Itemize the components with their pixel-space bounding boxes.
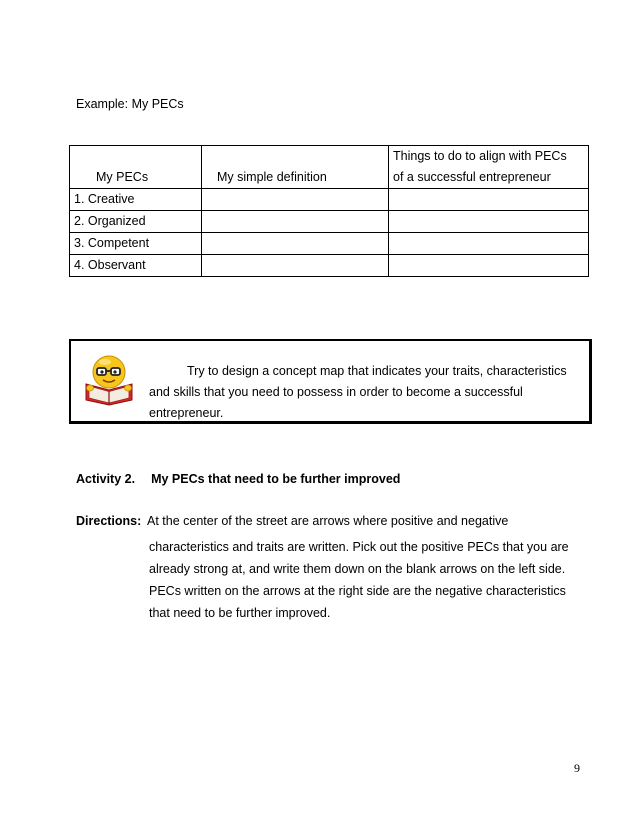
definition-cell[interactable] bbox=[202, 211, 389, 233]
definition-cell[interactable] bbox=[202, 255, 389, 277]
pecs-table bbox=[69, 145, 589, 277]
todo-cell[interactable] bbox=[389, 211, 589, 233]
todo-cell[interactable] bbox=[389, 189, 589, 211]
pec-cell: 4. Observant bbox=[70, 255, 202, 277]
table-header-row bbox=[70, 146, 589, 189]
activity-number: Activity 2. bbox=[76, 472, 136, 486]
page-number: 9 bbox=[574, 761, 580, 775]
header-things-to-do bbox=[389, 146, 589, 189]
pec-cell: 2. Organized bbox=[70, 211, 202, 233]
directions-first-line: At the center of the street are arrows where positive and negative bbox=[147, 514, 509, 528]
header-definition: My simple definition bbox=[202, 146, 389, 189]
table-row bbox=[70, 233, 589, 255]
example-label: Example: My PECs bbox=[76, 97, 184, 111]
definition-cell[interactable] bbox=[202, 233, 389, 255]
table-row bbox=[70, 211, 589, 233]
activity-title: My PECs that need to be further improved bbox=[151, 472, 401, 486]
pec-cell: 3. Competent bbox=[70, 233, 202, 255]
activity-heading bbox=[76, 472, 400, 486]
table-row bbox=[70, 255, 589, 277]
definition-cell[interactable] bbox=[202, 189, 389, 211]
reading-smiley-icon bbox=[80, 348, 138, 406]
header-things-line1: Things to do to align with PECs bbox=[393, 149, 567, 163]
tip-box bbox=[69, 339, 592, 424]
directions-label: Directions: bbox=[76, 514, 142, 528]
todo-cell[interactable] bbox=[389, 255, 589, 277]
todo-cell[interactable] bbox=[389, 233, 589, 255]
pec-cell: 1. Creative bbox=[70, 189, 202, 211]
tip-text: Try to design a concept map that indicates your traits, characteristics and skills that you need to possess in order to become a successful entrepreneur. bbox=[149, 364, 567, 420]
directions-body: characteristics and traits are written. Pick out the positive PECs that you are already strong at, and write them down on the blank arrows on the left side. PECs written on the arrows at the right side are the negative characteristics that need to be further improved. bbox=[149, 540, 569, 620]
table-row bbox=[70, 189, 589, 211]
header-my-pecs: My PECs bbox=[70, 146, 202, 189]
header-things-line2: of a successful entrepreneur bbox=[393, 170, 551, 184]
